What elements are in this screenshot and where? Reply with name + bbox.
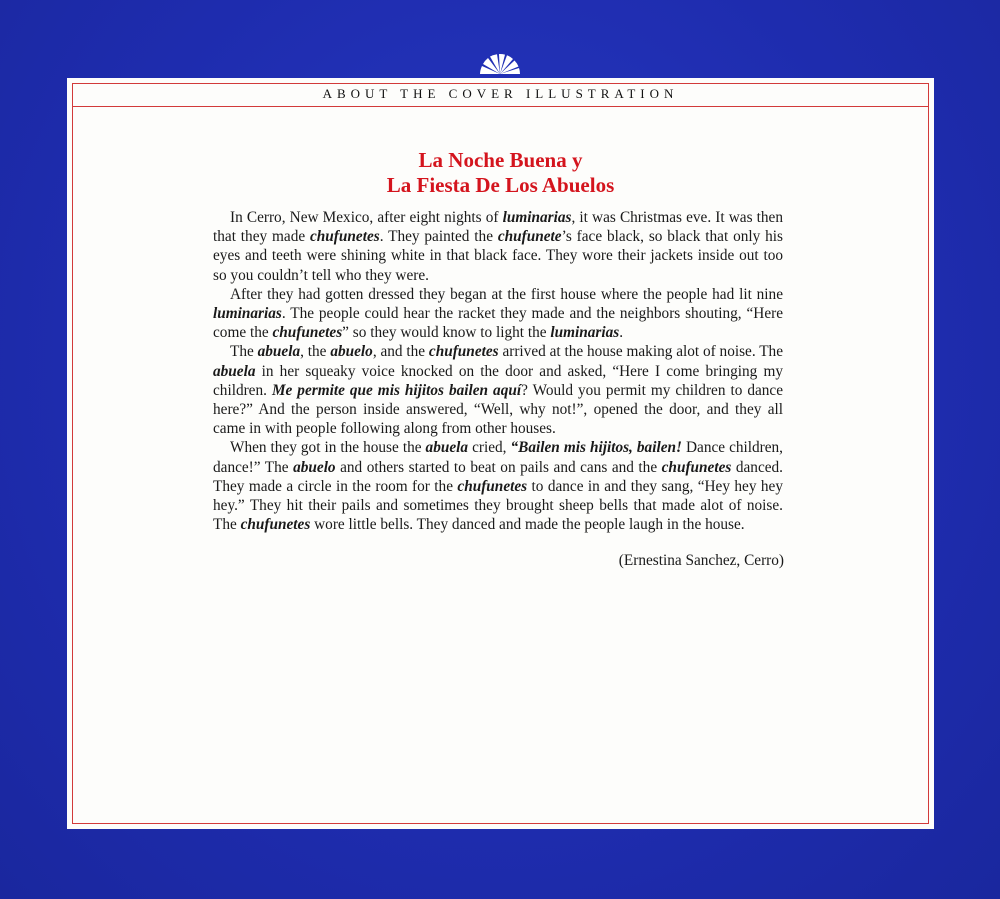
text-run: . <box>619 324 624 342</box>
paragraph-1 <box>213 208 783 285</box>
italic-term: chufunetes <box>661 458 732 476</box>
italic-term: Me permite que mis hijitos bailen aquí <box>271 381 522 399</box>
italic-term: abuelo <box>293 458 336 476</box>
italic-term: abuela <box>425 439 469 457</box>
text-run: After they had gotten dressed they began at the first house where the people had lit nine <box>230 285 783 303</box>
text-run: cried, <box>468 439 511 457</box>
article-title <box>67 148 934 198</box>
attribution: (Ernestina Sanchez, Cerro) <box>618 552 784 569</box>
text-run: , it was Christmas eve. It was then that they made <box>213 209 783 246</box>
text-run: , the <box>300 343 331 361</box>
italic-term: chufunetes <box>428 343 499 361</box>
text-run: . The people could hear the racket they made and the neighbors shouting, “Here come the <box>213 305 783 342</box>
italic-term: chufunetes <box>272 324 343 342</box>
italic-term: luminarias <box>213 305 282 323</box>
text-run: Dance children, dance!” The <box>213 439 784 476</box>
paragraph-2 <box>213 285 783 343</box>
text-run: in her squeaky voice knocked on the door and asked, “Here I come bringing my children. <box>213 362 783 399</box>
italic-term: “Bailen mis hijitos, bailen! <box>510 439 682 457</box>
paragraph-3 <box>213 342 783 438</box>
section-header: ABOUT THE COVER ILLUSTRATION <box>322 86 679 101</box>
header-divider <box>72 106 929 107</box>
text-run: and others started to beat on pails and cans and the <box>335 458 662 476</box>
text-run: danced. They made a circle in the room for the <box>213 458 783 495</box>
text-run: ” so they would know to light the <box>342 324 551 342</box>
italic-term: abuelo <box>330 343 373 361</box>
text-run: wore little bells. They danced and made the people laugh in the house. <box>310 516 745 534</box>
text-run: In Cerro, New Mexico, after eight nights of <box>230 209 503 226</box>
text-run: arrived at the house making alot of noise. The <box>498 343 783 361</box>
title-line-2: La Fiesta De Los Abuelos <box>386 173 615 197</box>
paragraph-4 <box>213 438 783 534</box>
article-body <box>213 208 783 534</box>
italic-term: chufunetes <box>310 228 380 246</box>
text-run: The <box>230 343 258 361</box>
title-line-1: La Noche Buena y <box>418 148 583 172</box>
italic-term: abuela <box>257 343 301 361</box>
text-run: ’s face black, so black that only his eyes and teeth were shining white in that black face. They wore their jackets inside out too so you couldn’t tell who they were. <box>213 228 783 284</box>
italic-term: luminarias <box>502 209 572 226</box>
text-run: . They painted the <box>379 228 498 246</box>
italic-term: chufunetes <box>457 477 528 495</box>
text-run: to dance in and they sang, “Hey hey hey hey.” They hit their pails and sometimes they brought sheep bells that made alot of noise. The <box>213 477 783 534</box>
text-card <box>67 78 934 829</box>
italic-term: abuela <box>213 362 256 380</box>
fan-ornament-icon <box>478 52 522 76</box>
text-run: , and the <box>372 343 429 361</box>
italic-term: chufunetes <box>240 516 311 534</box>
italic-term: chufunete <box>497 228 562 246</box>
text-run: ? Would you permit my children to dance here?” And the person inside answered, “Well, why not!”, opened the door, and they all came in with people following along from other houses. <box>213 381 784 438</box>
text-run: When they got in the house the <box>230 439 426 457</box>
italic-term: luminarias <box>550 324 620 342</box>
